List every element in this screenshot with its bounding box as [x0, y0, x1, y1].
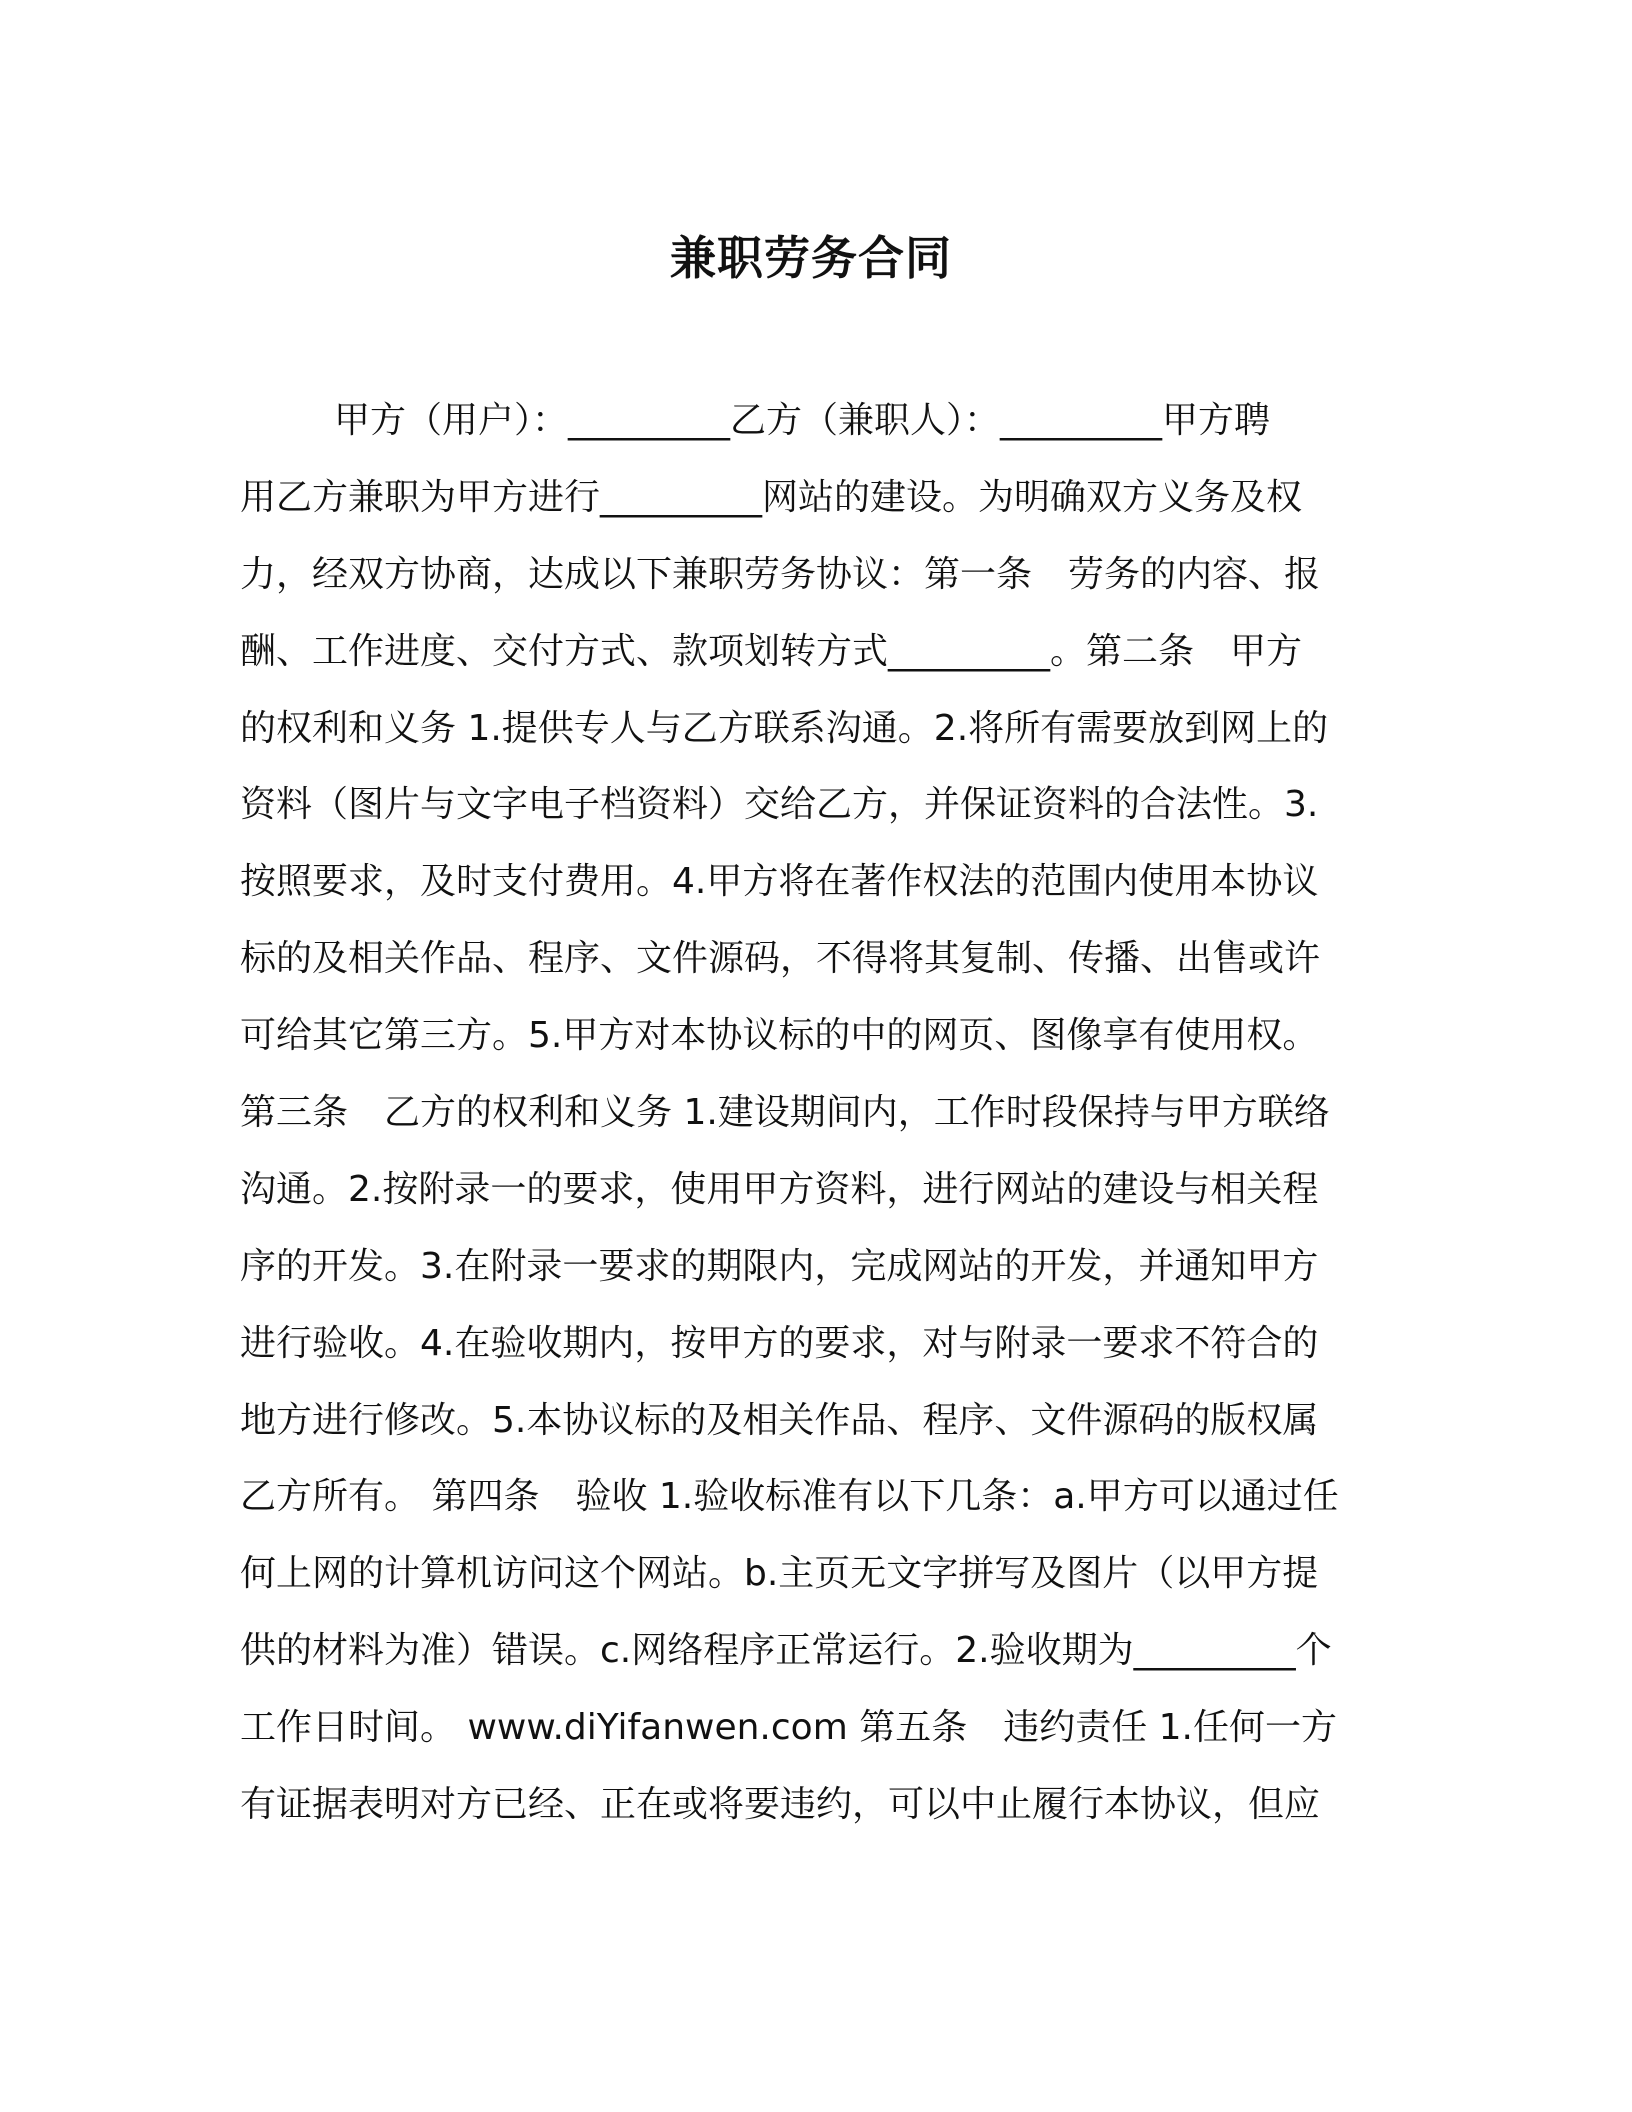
body-line: 供的材料为准）错误。c.网络程序正常运行。2.验收期为_________个	[240, 1630, 1332, 1672]
body-line: 乙方所有。 第四条 验收 1.验收标准有以下几条：a.甲方可以通过任	[240, 1476, 1339, 1518]
body-line: 有证据表明对方已经、正在或将要违约，可以中止履行本协议，但应	[240, 1784, 1321, 1826]
body-line: 序的开发。3.在附录一要求的期限内，完成网站的开发，并通知甲方	[240, 1245, 1319, 1287]
body-line: 可给其它第三方。5.甲方对本协议标的中的网页、图像享有使用权。	[240, 1015, 1319, 1057]
body-line: 资料（图片与文字电子档资料）交给乙方，并保证资料的合法性。3.	[240, 784, 1319, 826]
body-line: 甲方（用户）：_________乙方（兼职人）：_________甲方聘	[334, 400, 1271, 441]
body-line: 用乙方兼职为甲方进行_________网站的建设。为明确双方义务及权	[240, 476, 1303, 518]
body-line: 何上网的计算机访问这个网站。b.主页无文字拼写及图片（以甲方提	[240, 1553, 1319, 1595]
body-line: 标的及相关作品、程序、文件源码，不得将其复制、传播、出售或许	[240, 938, 1321, 980]
body-line: 进行验收。4.在验收期内，按甲方的要求，对与附录一要求不符合的	[240, 1322, 1319, 1364]
body-line: 按照要求，及时支付费用。4.甲方将在著作权法的范围内使用本协议	[240, 861, 1319, 903]
body-line: 第三条 乙方的权利和义务 1.建设期间内，工作时段保持与甲方联络	[240, 1092, 1330, 1134]
body-line: 沟通。2.按附录一的要求，使用甲方资料，进行网站的建设与相关程	[240, 1168, 1319, 1210]
body-line: 地方进行修改。5.本协议标的及相关作品、程序、文件源码的版权属	[240, 1399, 1319, 1441]
body-line: 酬、工作进度、交付方式、款项划转方式_________。第二条 甲方	[240, 630, 1303, 672]
document-body	[240, 396, 1380, 1857]
document-title: 兼职劳务合同	[670, 231, 952, 285]
body-line: 工作日时间。 www.diYifanwen.com 第五条 违约责任 1.任何一方	[240, 1707, 1337, 1749]
body-line: 力，经双方协商，达成以下兼职劳务协议：第一条 劳务的内容、报	[240, 553, 1321, 595]
body-line: 的权利和义务 1.提供专人与乙方联系沟通。2.将所有需要放到网上的	[240, 707, 1329, 749]
